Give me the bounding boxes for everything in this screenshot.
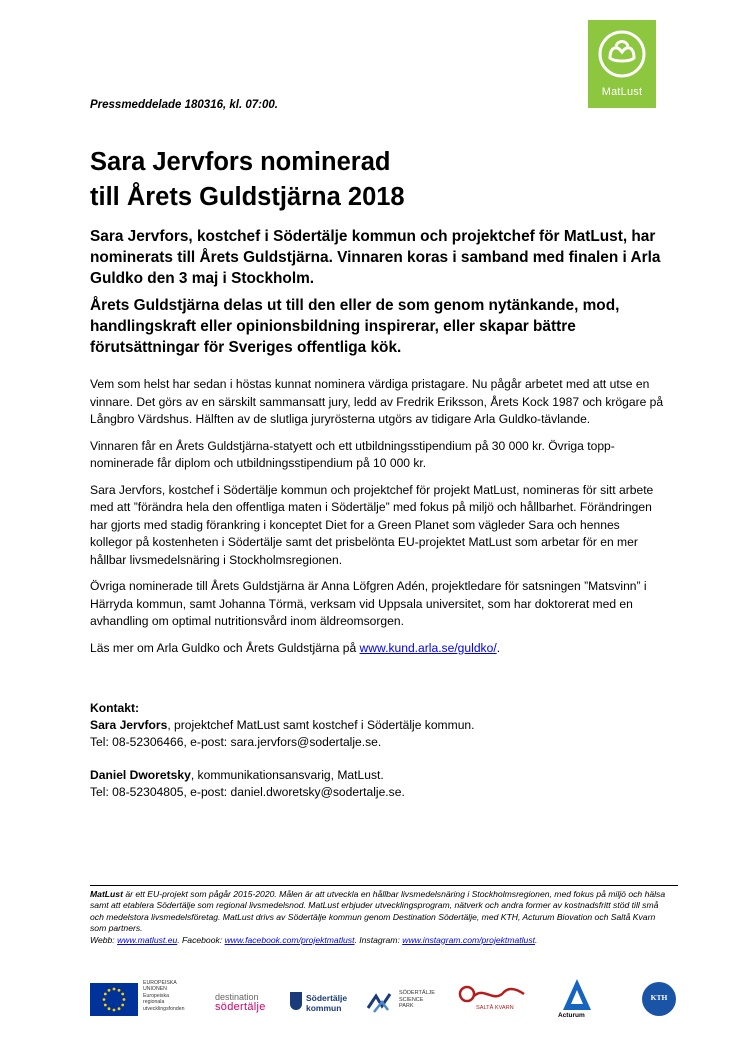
- eu-text-line: UNIONEN: [143, 986, 167, 993]
- footer-facebook-label: . Facebook:: [177, 934, 225, 945]
- eu-text-line: Europeiska: [143, 992, 169, 999]
- body-paragraph: Vinnaren får en Årets Guldstjärna-statyett och ett utbildningsstipendium på 30 000 kr. Övriga topp-nominerade får diplom och utbildningsstipendium på 10 000 kr.: [90, 438, 615, 470]
- kth-logo: [642, 982, 676, 1016]
- press-dateline: Pressmeddelade 180316, kl. 07:00.: [90, 99, 278, 111]
- contact-name: Sara Jervfors: [90, 718, 168, 732]
- body-text: [90, 376, 665, 666]
- science-park-text: SÖDERTÄLJE: [399, 990, 435, 996]
- contact-heading: Kontakt:: [90, 701, 140, 715]
- contact-name: Daniel Dworetsky: [90, 768, 191, 782]
- read-more-suffix: .: [496, 640, 501, 655]
- matlust-logo-icon: [596, 28, 648, 80]
- matlust-logo: [588, 20, 656, 108]
- eu-text-line: EUROPEISKA: [143, 980, 177, 986]
- science-park-icon: [366, 992, 400, 1038]
- sodertalje-shield-icon: [290, 992, 302, 1010]
- destination-brand: södertälje: [215, 1001, 266, 1013]
- partner-logos: [90, 978, 680, 1024]
- footer-text: [90, 889, 670, 946]
- sodertalje-kommun-text: Södertälje: [306, 993, 348, 1003]
- read-more-prefix: Läs mer om Arla Guldko och Årets Guldstjärna på: [90, 640, 360, 655]
- eu-logo-text: [143, 980, 185, 1026]
- science-park-text: SCIENCE: [399, 996, 424, 1003]
- body-paragraph: Vem som helst har sedan i höstas kunnat nominera värdiga pristagare. Nu pågår arbetet med att utse en vinnare. Det görs av en särskilt sammansatt jury, ledd av Fredrik Eriksson, Årets Kock 1987 och krögare på Långbro Värdshus. Hälften av de slutliga juryrösterna utgörs av tidigare Arla Guldko-tävlande.: [90, 377, 664, 426]
- sodertalje-kommun-text: kommun: [306, 1002, 342, 1013]
- eu-flag-icon: [90, 983, 138, 1016]
- footer-divider: [90, 885, 678, 886]
- headline-line-1: Sara Jervfors nominerad: [90, 148, 391, 176]
- read-more-paragraph: [90, 640, 665, 658]
- facebook-link[interactable]: www.facebook.com/projektmatlust: [224, 934, 355, 945]
- lead-paragraph-1: Sara Jervfors, kostchef i Södertälje kommun och projektchef för MatLust, har nominerats till Årets Guldstjärna. Vinnaren koras i samband med finalen i Arla Guldko den 3 maj i Stockholm.: [90, 228, 661, 287]
- footer-description: är ett EU-projekt som pågår 2015-2020. Målen är att utveckla en hållbar livsmedelsnäring i Stockholmsregionen, med fokus på miljö och hälsa samt att etablera Södertälje som regional livsmedelsnod. MatLust erbjuder utvecklingsprogram, nätverk och andra former av kostnadsfritt stöd till små och medelstora livsmedelsföretag. MatLust drivs av Södertälje kommun genom Destination Södertälje, med KTH, Acturum Biovation och Saltå Kvarn som partners.: [90, 889, 666, 934]
- footer-webb-label: Webb:: [90, 934, 118, 945]
- eu-text-line: regionala: [143, 999, 165, 1006]
- acturum-text: Acturum: [558, 1012, 585, 1019]
- contact-role: , kommunikationsansvarig, MatLust.: [190, 768, 384, 782]
- destination-sodertalje-logo: [215, 992, 266, 1038]
- lead-paragraph-2: Årets Guldstjärna delas ut till den eller de som genom nytänkande, mod, handlingskraft eller opinionsbildning inspirerar, eller skapar bättre förutsättningar för Sveriges offentliga kök.: [90, 297, 620, 356]
- footer-end: .: [535, 934, 538, 945]
- eu-text-line: utvecklingsfonden: [143, 1005, 185, 1012]
- body-paragraph: Sara Jervfors, kostchef i Södertälje kommun och projektchef för projekt MatLust, nomineras för sitt arbete med att ”förändra hela den offentliga maten i Södertälje” med fokus på miljö och hållbarhet. Förändringen har gjorts med stadig förankring i konceptet Diet for a Green Planet som vägleder Sara och hennes kollegor på kostenheten i Södertälje samt det prisbelönta EU-projektet MatLust som arbetar för en mer hållbar livsmedelsnäring i Stockholmsregionen.: [90, 482, 654, 567]
- guldko-link[interactable]: www.kund.arla.se/guldko/: [359, 640, 497, 655]
- body-paragraph: Övriga nominerade till Årets Guldstjärna är Anna Löfgren Adén, projektledare för satsningen ”Matsvinn” i Härryda kommun, samt Johanna Törmä, verksam vid Uppsala universitet, som har doktorerat med en avhandling om optimal nutritionsvård inom äldreomsorgen.: [90, 579, 647, 628]
- matlust-web-link[interactable]: www.matlust.eu: [117, 934, 178, 945]
- contact-section: [90, 700, 665, 801]
- science-park-text: PARK: [399, 1003, 414, 1009]
- salta-kvarn-text: SALTÅ KVARN: [476, 1005, 514, 1011]
- contact-tel: Tel: 08-52304805, e-post: daniel.dworetsky@sodertalje.se.: [90, 785, 405, 799]
- matlust-logo-text: MatLust: [601, 86, 643, 98]
- headline: [90, 145, 650, 215]
- instagram-link[interactable]: www.instagram.com/projektmatlust: [402, 934, 536, 945]
- contact-tel: Tel: 08-52306466, e-post: sara.jervfors@sodertalje.se.: [90, 735, 382, 749]
- kth-text: KTH: [650, 993, 668, 1002]
- contact-role: , projektchef MatLust samt kostchef i Södertälje kommun.: [167, 718, 475, 732]
- headline-line-2: till Årets Guldstjärna 2018: [90, 183, 405, 211]
- science-park-logo: [399, 990, 435, 1036]
- footer-instagram-label: . Instagram:: [354, 934, 403, 945]
- sodertalje-kommun-logo: [306, 994, 347, 1040]
- footer-brand: MatLust: [90, 889, 123, 899]
- destination-text: destination: [215, 992, 259, 1002]
